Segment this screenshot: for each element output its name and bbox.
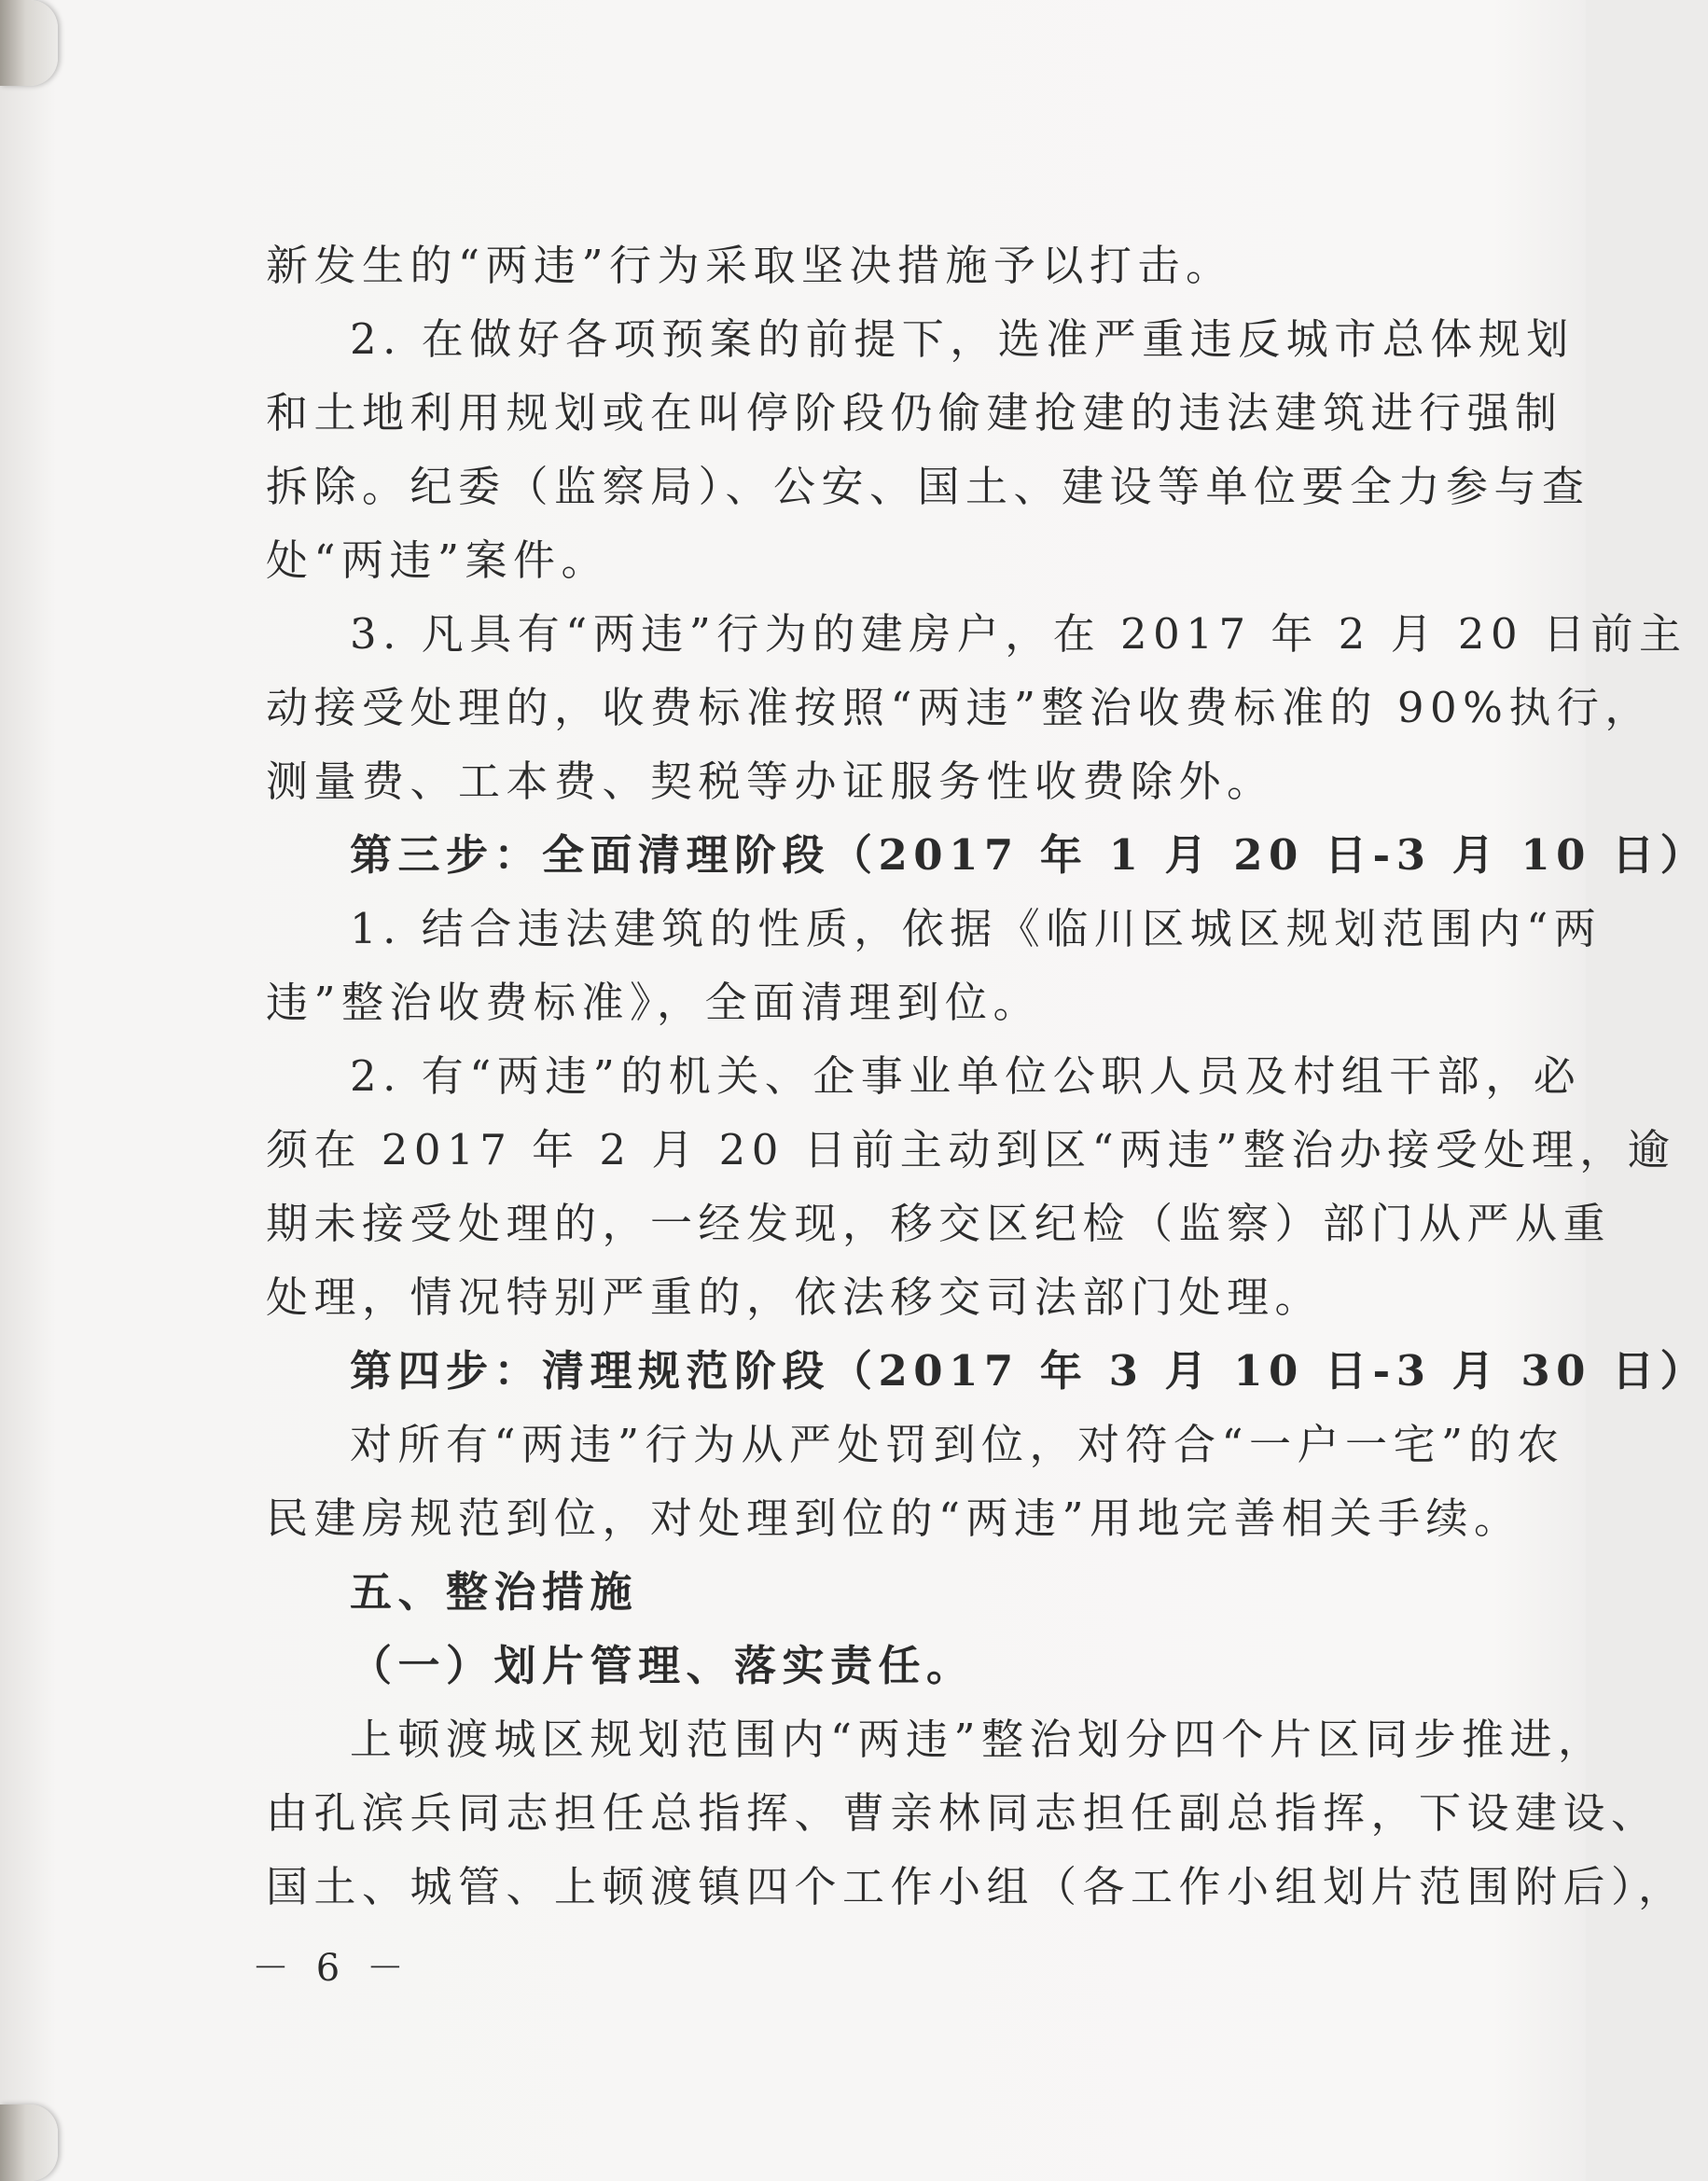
paragraph-line: 对所有“两违”行为从严处罚到位，对符合“一户一宅”的农	[350, 1420, 1565, 1469]
paragraph-line: 违”整治收费标准》，全面清理到位。	[266, 978, 1042, 1027]
binder-clip-top	[0, 0, 58, 86]
paragraph-line: 国土、城管、上顿渡镇四个工作小组（各工作小组划片范围附后），	[266, 1862, 1687, 1911]
paragraph-line: 2. 有“两违”的机关、企事业单位公职人员及村组干部，必	[350, 1051, 1582, 1101]
paragraph-line: 民建房规范到位，对处理到位的“两违”用地完善相关手续。	[266, 1493, 1522, 1543]
paragraph-line: 期未接受处理的，一经发现，移交区纪检（监察）部门从严从重	[266, 1199, 1612, 1248]
paragraph-line: 测量费、工本费、契税等办证服务性收费除外。	[266, 757, 1275, 806]
paragraph-line: 上顿渡城区规划范围内“两违”整治划分四个片区同步推进，	[350, 1715, 1606, 1764]
binder-clip-bottom	[0, 2105, 58, 2181]
subsection-heading: （一）划片管理、落实责任。	[350, 1641, 975, 1690]
paragraph-line: 由孔滨兵同志担任总指挥、曹亲林同志担任副总指挥，下设建设、	[266, 1788, 1659, 1838]
paragraph-line: 和土地利用规划或在叫停阶段仍偷建抢建的违法建筑进行强制	[266, 388, 1563, 438]
paragraph-line: 处理，情况特别严重的，依法移交司法部门处理。	[266, 1272, 1324, 1322]
section-heading: 五、整治措施	[350, 1567, 639, 1617]
step-heading: 第四步：清理规范阶段（2017 年 3 月 10 日-3 月 30 日）	[350, 1346, 1708, 1396]
paragraph-line: 动接受处理的，收费标准按照“两违”整治收费标准的 90%执行，	[266, 683, 1653, 732]
paragraph-line: 1. 结合违法建筑的性质，依据《临川区城区规划范围内“两	[350, 904, 1603, 953]
paragraph-line: 须在 2017 年 2 月 20 日前主动到区“两违”整治办接受处理，逾	[266, 1125, 1676, 1174]
step-heading: 第三步：全面清理阶段（2017 年 1 月 20 日-3 月 10 日）	[350, 830, 1708, 880]
paragraph-line: 3. 凡具有“两违”行为的建房户，在 2017 年 2 月 20 日前主	[350, 609, 1687, 659]
paragraph-line: 处“两违”案件。	[266, 535, 610, 585]
paragraph-line: 拆除。纪委（监察局）、公安、国土、建设等单位要全力参与查	[266, 462, 1590, 511]
paragraph-line: 新发生的“两违”行为采取坚决措施予以打击。	[266, 241, 1234, 290]
paragraph-line: 2. 在做好各项预案的前提下，选准严重违反城市总体规划	[350, 314, 1575, 364]
page-number: － 6 －	[252, 1947, 411, 1990]
